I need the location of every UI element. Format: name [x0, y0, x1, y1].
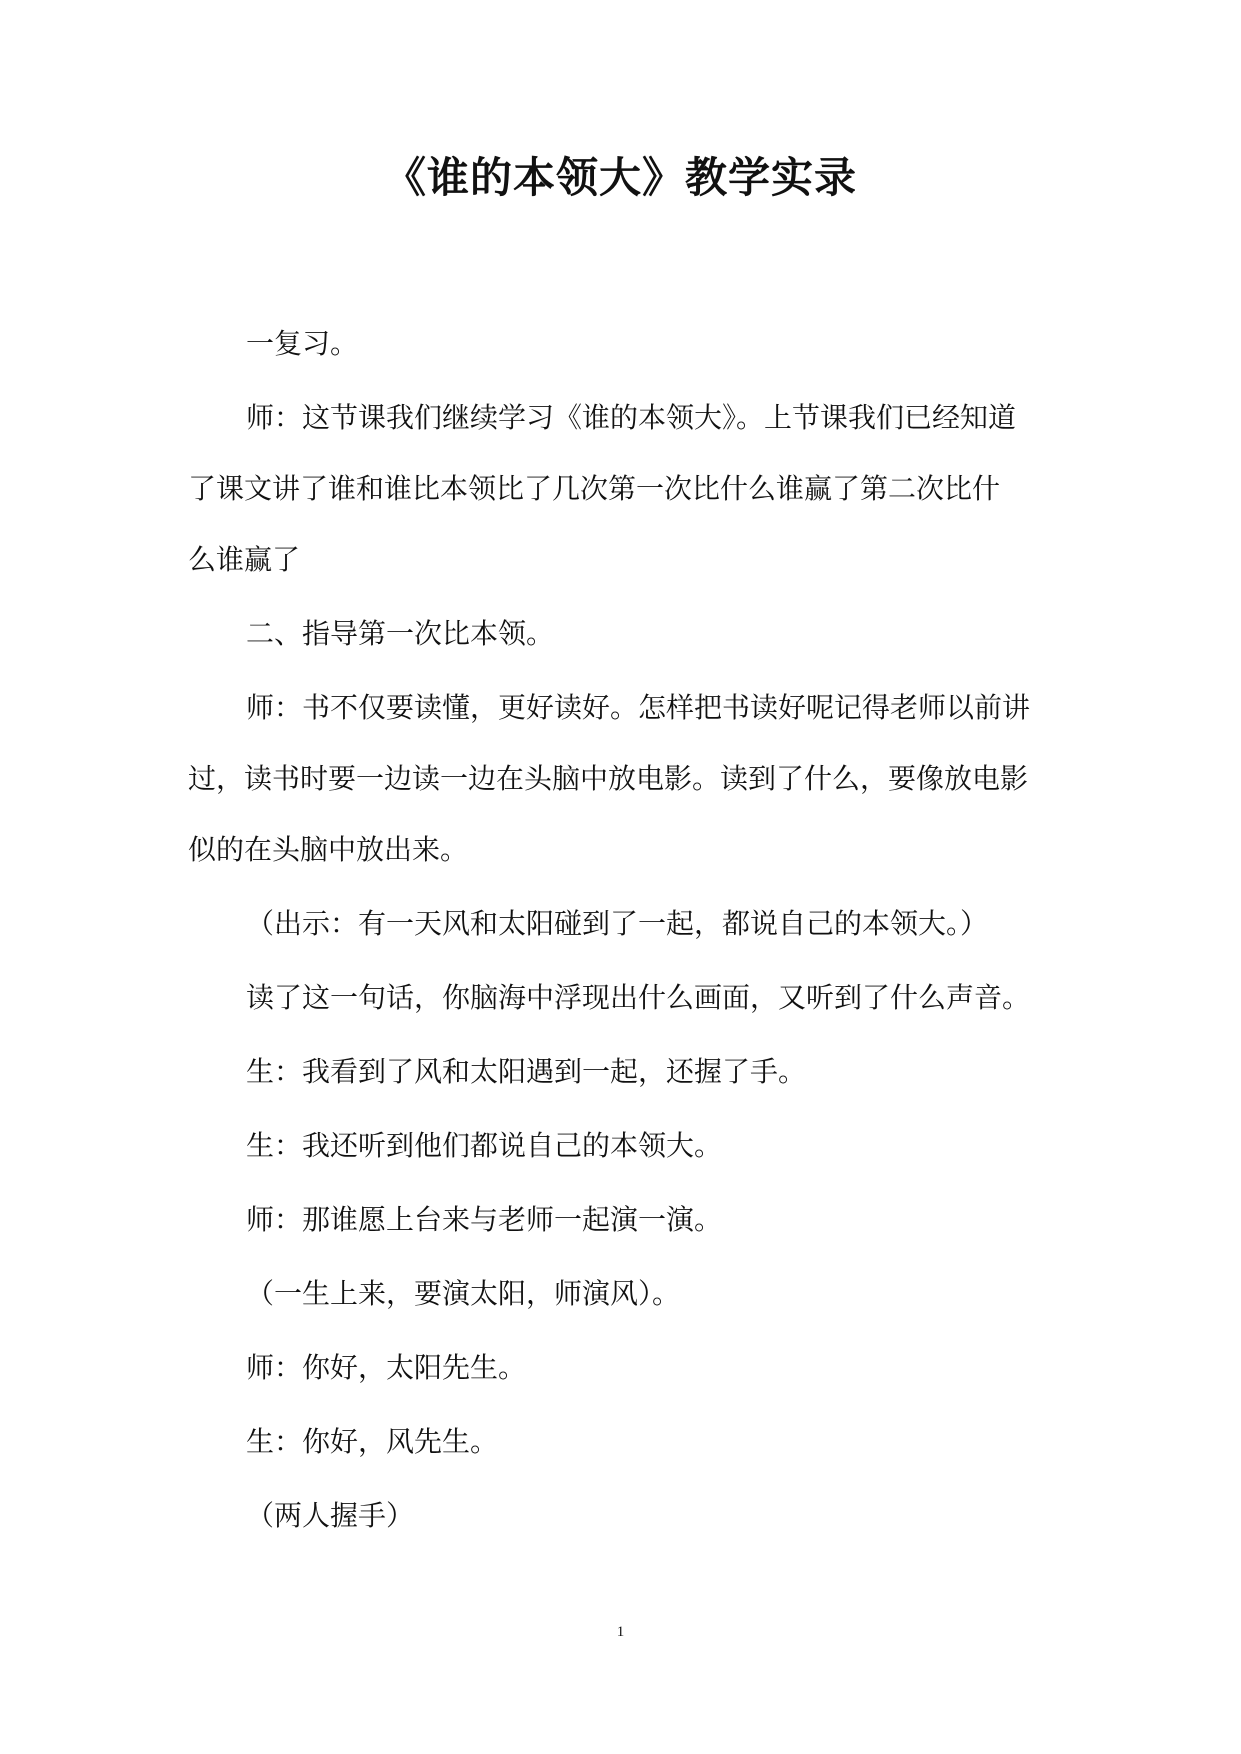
page-number: 1: [616, 1624, 625, 1640]
paragraph-line: （两人握手）: [246, 1499, 415, 1532]
paragraph-line: 师：书不仅要读懂，更好读好。怎样把书读好呢记得老师以前讲: [246, 691, 1031, 724]
paragraph-line: 师：你好，太阳先生。: [246, 1351, 527, 1384]
paragraph: [188, 905, 1058, 942]
paragraph-line: 生：我看到了风和太阳遇到一起，还握了手。: [246, 1055, 807, 1088]
paragraph: [188, 1497, 1058, 1534]
document-title: 《谁的本领大》教学实录: [383, 153, 857, 202]
paragraph-line: 读了这一句话，你脑海中浮现出什么画面，又听到了什么声音。: [246, 981, 1031, 1014]
paragraph: [188, 1423, 1058, 1460]
paragraph-line: （出示：有一天风和太阳碰到了一起，都说自己的本领大。）: [246, 907, 989, 940]
paragraph: [188, 1349, 1058, 1386]
paragraph-line: 生：我还听到他们都说自己的本领大。: [246, 1129, 723, 1162]
paragraph-line: 一复习。: [246, 327, 359, 360]
paragraph-line: 过，读书时要一边读一边在头脑中放电影。读到了什么，要像放电影: [188, 762, 1029, 795]
paragraph-line: 生：你好，风先生。: [246, 1425, 499, 1458]
paragraph-line: 了课文讲了谁和谁比本领比了几次第一次比什么谁赢了第二次比什: [188, 472, 1001, 505]
paragraph: [188, 689, 1058, 868]
paragraph: [188, 1053, 1058, 1090]
paragraph: [188, 1127, 1058, 1164]
paragraph: [188, 325, 1058, 362]
document-body: [188, 325, 1058, 1571]
paragraph: [188, 1201, 1058, 1238]
paragraph-line: 师：这节课我们继续学习《谁的本领大》。上节课我们已经知道: [246, 401, 1017, 434]
paragraph: [188, 399, 1058, 578]
paragraph-line: 师：那谁愿上台来与老师一起演一演。: [246, 1203, 723, 1236]
paragraph-line: （一生上来，要演太阳，师演风）。: [246, 1277, 681, 1310]
paragraph-line: 二、指导第一次比本领。: [246, 617, 555, 650]
paragraph-line: 么谁赢了: [188, 543, 301, 576]
paragraph-line: 似的在头脑中放出来。: [188, 833, 469, 866]
paragraph: [188, 1275, 1058, 1312]
paragraph: [188, 615, 1058, 652]
paragraph: [188, 979, 1058, 1016]
